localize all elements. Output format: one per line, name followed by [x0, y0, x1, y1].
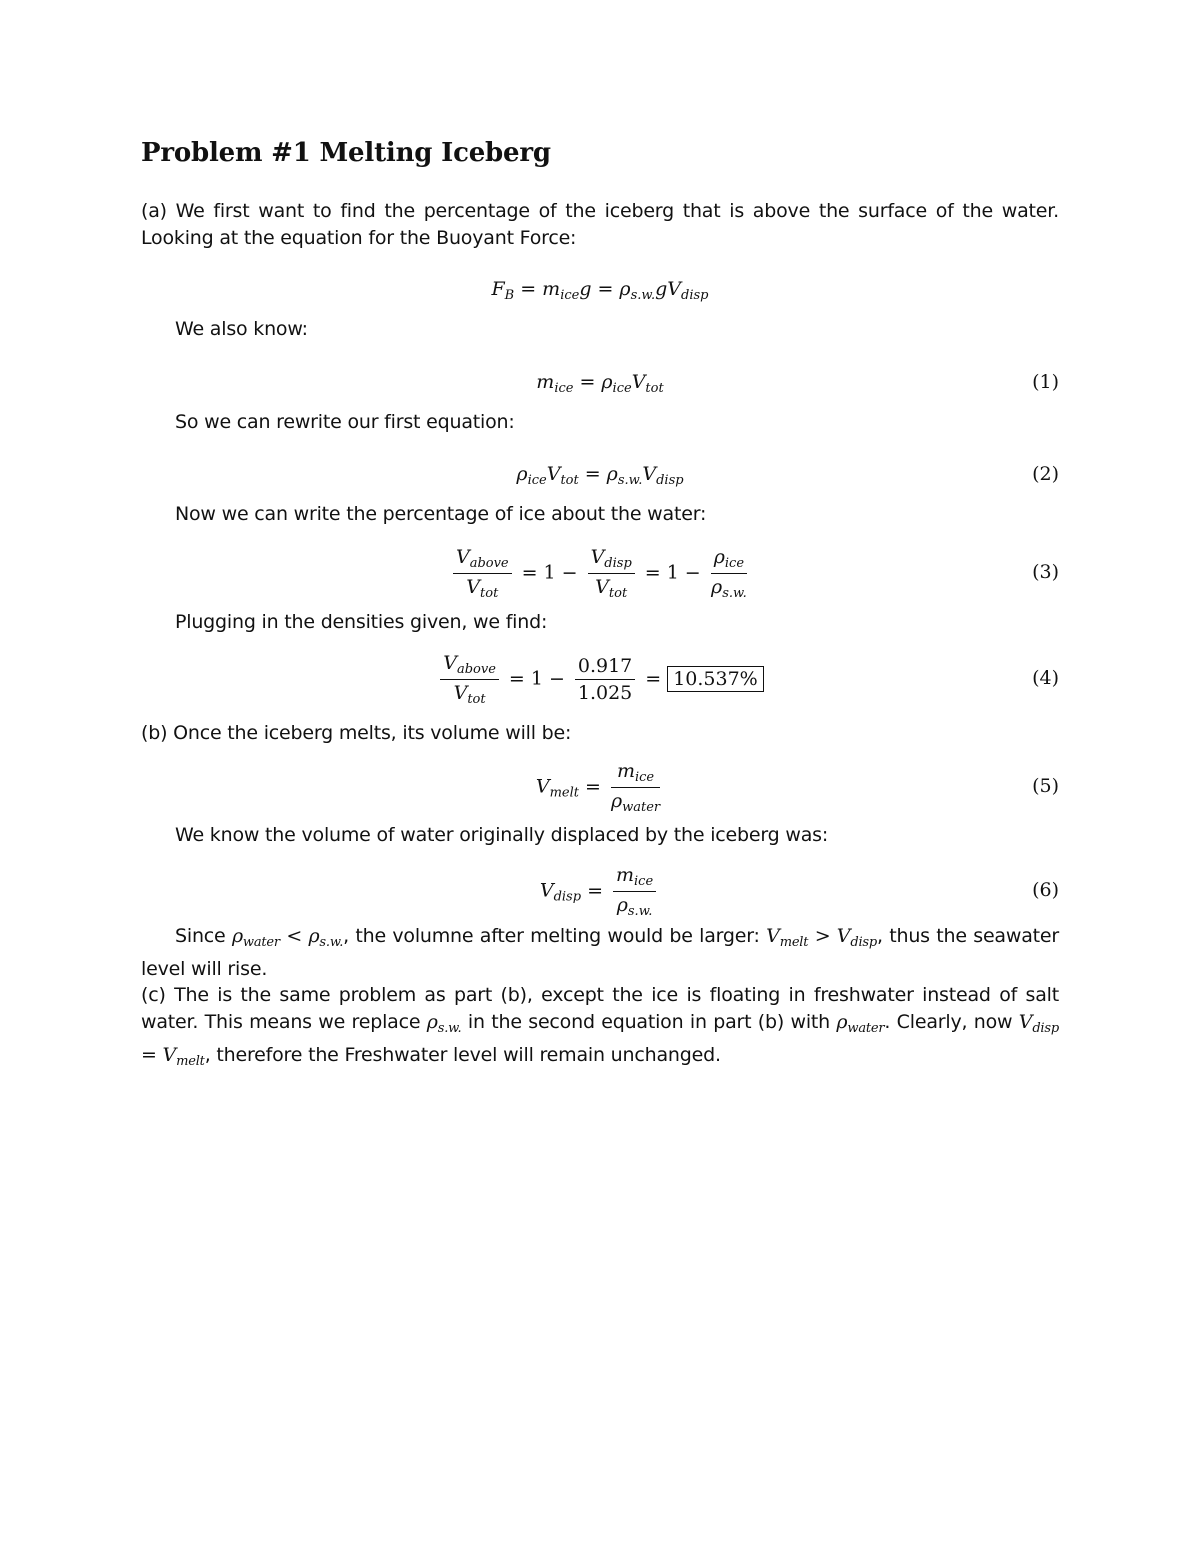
- equation-2: $\rho_{ice}V_{tot} = \rho_{s.w.}V_{disp}$ (2): [516, 463, 1059, 488]
- eq4-result-box: 10.537%: [667, 666, 764, 692]
- since-word: Since: [175, 925, 226, 947]
- para-c-part3: . Clearly, now: [884, 1011, 1013, 1033]
- equation-1: $m_{ice} = \rho_{ice}V_{tot}$ (1): [536, 371, 1059, 396]
- equation-buoyant-force: $F_B = m_{ice}g = \rho_{s.w.}gV_{disp}$: [491, 278, 709, 303]
- text-we-know: We know the volume of water originally displaced by the iceberg was:: [175, 824, 829, 846]
- paragraph-a: (a) We first want to find the percentage of the iceberg that is above the surface of the water. Looking at the equation for the Buoyant Force:: [141, 200, 1059, 249]
- paragraph-since: Since $\rho_{water} < \rho_{s.w.}$, the volumne after melting would be larger: $V_{melt} > V_{disp}$, thus the seawater level will rise.: [141, 925, 1060, 980]
- equation-5-number: (5): [1032, 775, 1059, 797]
- paragraph-b: (b) Once the iceberg melts, its volume will be:: [141, 722, 572, 744]
- equation-6-number: (6): [1032, 879, 1059, 901]
- equation-2-number: (2): [1032, 463, 1059, 485]
- paragraph-c: (c) The is the same problem as part (b), except the ice is floating in freshwater instead of salt water. This means we replace $\rho_{s.w.}$ in the second equation in part (b) with $\rho_{water}$. Clearly, now $V_{disp} = V_{melt}$, therefore the Freshwater level will remain unchanged.: [141, 984, 1059, 1069]
- equation-1-number: (1): [1032, 371, 1059, 393]
- page-title: Problem #1 Melting Iceberg: [141, 138, 551, 168]
- since-end: , thus the seawater level will rise.: [141, 925, 1060, 980]
- equation-4-number: (4): [1032, 667, 1059, 689]
- text-also-know: We also know:: [175, 318, 308, 340]
- equation-3: $\frac{V_{above}}{V_{tot}}$ = 1 − $\frac{V_{disp}}{V_{tot}}$ = 1 − $\frac{\rho_{ice}}{\rho_{s.w.}}$ (3): [141, 546, 1059, 602]
- eq4-numerator: 0.917: [575, 655, 635, 680]
- para-c-part2: in the second equation in part (b) with: [467, 1011, 830, 1033]
- text-rewrite: So we can rewrite our first equation:: [175, 411, 515, 433]
- equation-4: $\frac{V_{above}}{V_{tot}}$ = 1 − $\frac{0.917}{1.025}$ = 10.537% (4): [141, 652, 1059, 708]
- eq4-denominator: 1.025: [577, 682, 633, 704]
- equation-5: $V_{melt}$ = $\frac{m_{ice}}{\rho_{water}}$ (5): [535, 760, 1059, 815]
- text-plugging: Plugging in the densities given, we find:: [175, 611, 548, 633]
- equation-3-number: (3): [1032, 561, 1059, 583]
- since-mid: , the volumne after melting would be larger:: [343, 925, 760, 947]
- text-now-write: Now we can write the percentage of ice about the water:: [175, 503, 707, 525]
- para-c-part1: (c) The is the same problem as part (b), except the ice is floating in freshwater instead of salt water. This means we replace: [141, 984, 1059, 1033]
- para-c-part4: , therefore the Freshwater level will remain unchanged.: [204, 1044, 721, 1066]
- equation-6: $V_{disp}$ = $\frac{m_{ice}}{\rho_{s.w.}}$ (6): [539, 864, 1059, 919]
